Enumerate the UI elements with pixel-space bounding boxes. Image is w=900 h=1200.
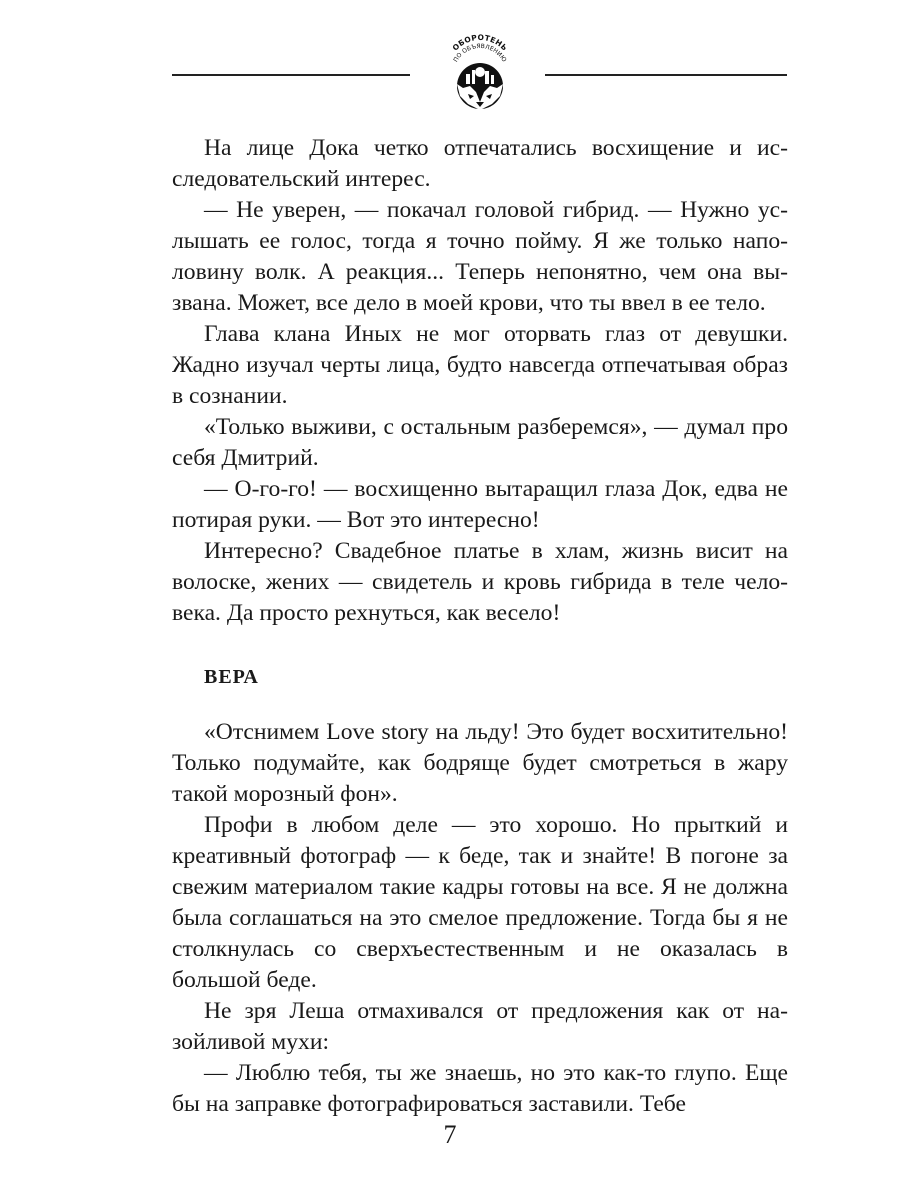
svg-text:ОБОРОТЕНЬ: ОБОРОТЕНЬ [450,32,510,53]
paragraph: «Только выживи, с остальным разберемся», — думал про себя Дмитрий. [172,414,788,471]
page-header [0,30,900,120]
paragraph: Не зря Леша отмахивался от предложения как от назойливой мухи: [172,998,788,1055]
header-rule-right [545,74,787,76]
header-rule-left [172,74,410,76]
wolf-emblem-logo [430,30,530,116]
paragraph: Глава клана Иных не мог оторвать глаз от девушки. Жадно изучал черты лица, будто навсегда отпечатывая образ в сознании. [172,321,788,409]
section-spacer [172,629,788,662]
paragraph: — О-го-го! — восхищенно вытаращил глаза Док, едва не потирая руки. — Вот это интересно! [172,476,788,533]
paragraph: Интересно? Свадебное платье в хлам, жизнь висит на волоске, жених — свидетель и кровь гибрида в теле человека. Да просто рехнуться, как весело! [172,538,788,626]
paragraph: «Отснимем Love story на льду! Это будет восхитительно! Только подумайте, как бодряще будет смотреться в жару такой морозный фон». [172,719,788,807]
page-number: 7 [443,1120,457,1149]
paragraph: Профи в любом деле — это хорошо. Но прыткий и креативный фотограф — к беде, так и знайте! В погоне за свежим материалом такие кадры готовы на все. Я не должна была соглашаться на это смелое предложение. Тогда бы я не столкнулась со сверхъестественным и не оказалась в большой беде. [172,812,788,993]
paragraph: На лице Дока четко отпечатались восхищение и исследовательский интерес. [172,135,788,192]
svg-text:ПО ОБЪЯВЛЕНИЮ: ПО ОБЪЯВЛЕНИЮ [452,42,508,64]
page-body [172,133,788,1120]
section-title: ВЕРА [204,666,259,688]
paragraph: — Люблю тебя, ты же знаешь, но это как-то глупо. Еще бы на заправке фотографироваться заставили. Тебе [172,1060,788,1117]
section-spacer [172,693,788,717]
paragraph: — Не уверен, — покачал головой гибрид. — Нужно услышать ее голос, тогда я точно пойму. Я же только наполовину волк. А реакция... Теперь непонятно, чем она вызвана. Может, все дело в моей крови, что ты ввел в ее тело. [172,197,788,316]
